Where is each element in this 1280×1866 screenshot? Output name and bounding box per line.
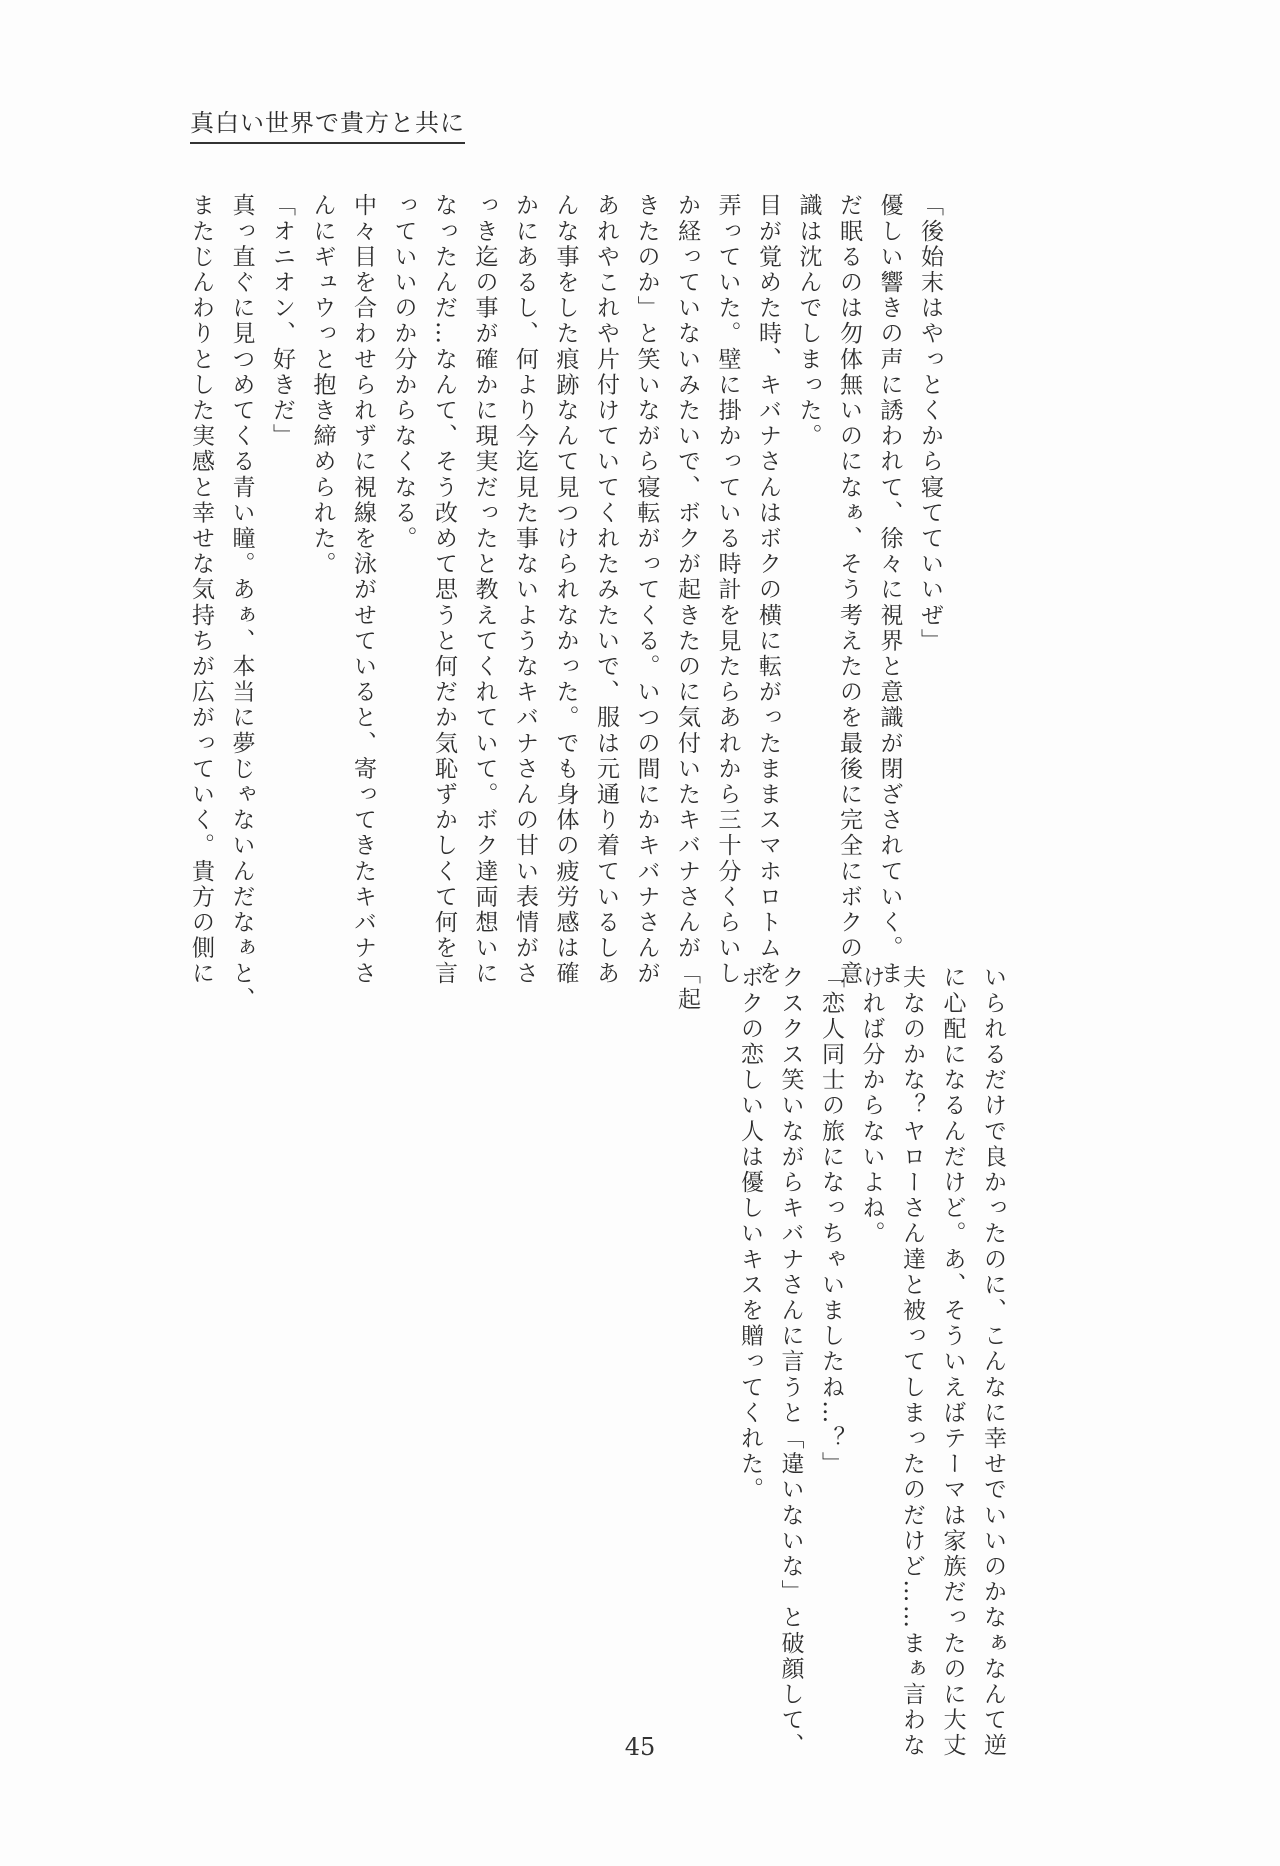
text-line: またじんわりとした実感と幸せな気持ちが広がっていく。貴方の側に — [188, 193, 214, 987]
text-line: ボクの恋しい人は優しいキスを贈ってくれた。 — [737, 965, 763, 1503]
text-line: 中々目を合わせられずに視線を泳がせていると、寄ってきたキバナさ — [350, 193, 376, 987]
text-line: 「オニオン、好きだ」 — [269, 193, 295, 449]
text-line: 優しい響きの声に誘われて、徐々に視界と意識が閉ざされていく。ま — [876, 193, 903, 987]
text-line: か経っていないみたいで、ボクが起きたのに気付いたキバナさんが「起 — [674, 193, 700, 1013]
text-line: クスクス笑いながらキバナさんに言うと「違いないな」と破顔して、 — [777, 965, 804, 1759]
text-line: なったんだ…なんて、そう改めて思うと何だか気恥ずかしくて何を言 — [431, 193, 457, 987]
text-line: 目が覚めた時、キバナさんはボクの横に転がったままスマホロトムを — [755, 193, 781, 987]
text-line: 真っ直ぐに見つめてくる青い瞳。あぁ、本当に夢じゃないんだなぁと、 — [228, 193, 255, 1013]
page-title: 真白い世界で貴方と共に — [190, 103, 465, 144]
text-line: あれやこれや片付けていてくれたみたいで、服は元通り着ているしあ — [593, 193, 619, 987]
page-number: 45 — [624, 1733, 656, 1761]
text-line: 弄っていた。壁に掛かっている時計を見たらあれから三十分くらいし — [714, 193, 741, 987]
text-line: きたのか」と笑いながら寝転がってくる。いつの間にかキバナさんが — [633, 193, 660, 987]
text-line: ければ分からないよね。 — [858, 965, 885, 1247]
text-line: 識は沈んでしまった。 — [795, 193, 822, 449]
text-line: かにあるし、何より今迄見た事ないようなキバナさんの甘い表情がさ — [512, 193, 538, 987]
text-line: だ眠るのは勿体無いのになぁ、そう考えたのを最後に完全にボクの意 — [836, 193, 862, 987]
text-line: っき迄の事が確かに現実だったと教えてくれていて。ボク達両想いに — [471, 193, 498, 987]
text-line: っていいのか分からなくなる。 — [390, 193, 417, 552]
text-block-upper — [181, 193, 951, 1013]
text-block-lower — [730, 965, 1014, 1759]
text-line: 「後始末はやっとくから寝てていいぜ」 — [917, 193, 943, 654]
text-line: に心配になるんだけど。あ、そういえばテーマは家族だったのに大丈 — [939, 965, 966, 1759]
text-line: いられるだけで良かったのに、こんなに幸せでいいのかなぁなんて逆 — [980, 965, 1006, 1759]
text-line: 「恋人同士の旅になっちゃいましたね…？」 — [818, 965, 844, 1477]
text-line: んな事をした痕跡なんて見つけられなかった。でも身体の疲労感は確 — [552, 193, 579, 987]
text-line: 夫なのかな？ヤローさん達と被ってしまったのだけど……まぁ言わな — [899, 965, 925, 1759]
text-line: んにギュウっと抱き締められた。 — [309, 193, 336, 577]
